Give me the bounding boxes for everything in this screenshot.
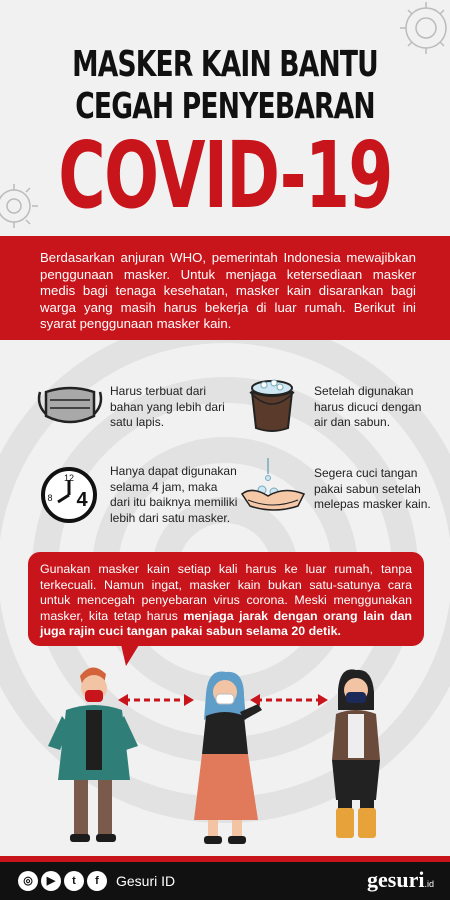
distance-arrow [118, 694, 194, 706]
advice-text-bold: menjaga jarak dengan orang lain dan juga rajin cuci tangan pakai sabun selama 20 detik. [40, 608, 412, 639]
advice-text [40, 562, 412, 640]
title-line-1: MASKER KAIN BANTU [72, 44, 378, 85]
tip-item [246, 376, 436, 438]
clock-number-12: 12 [63, 473, 75, 483]
intro-text: Berdasarkan anjuran WHO, pemerintah Indonesia mewajibkan penggunaan masker. Untuk menjaga ketersediaan masker medis bagi tenaga kesehatan, masker kain disarankan bagi warga yang masih harus bekerja di luar rumah. Berikut ini syarat penggunaan masker kain. [40, 250, 416, 331]
title-line-2: CEGAH PENYEBARAN [75, 86, 375, 127]
twitter-icon[interactable]: t [64, 871, 84, 891]
advice-box [28, 552, 424, 646]
tip-text: Setelah digunakan harus dicuci dengan air dan sabun. [314, 384, 422, 429]
brand-logo [367, 867, 434, 893]
tip-item [34, 378, 234, 438]
youtube-icon[interactable]: ▶ [41, 871, 61, 891]
footer [0, 862, 450, 900]
social-links [18, 871, 107, 891]
intro-band [0, 236, 450, 340]
person-man [48, 667, 138, 842]
header [0, 0, 450, 236]
handwash-icon [238, 456, 308, 518]
person-woman-center [194, 671, 262, 844]
instagram-icon[interactable]: ◎ [18, 871, 38, 891]
tip-item [238, 456, 438, 522]
distance-arrow [250, 694, 328, 706]
brand-name: gesuri [367, 867, 425, 892]
clock-icon [40, 466, 98, 524]
tip-item [40, 462, 240, 526]
brand-suffix: .id [424, 879, 434, 889]
social-handle: Gesuri ID [116, 873, 176, 889]
clock-number-8: 8 [47, 493, 53, 503]
person-woman-right [332, 669, 380, 838]
people-illustration [0, 650, 450, 855]
tip-text: Harus terbuat dari bahan yang lebih dari satu lapis. [110, 384, 225, 429]
tip-text: Hanya dapat digunakan selama 4 jam, maka dari itu baiknya memiliki lebih dari satu masker. [110, 464, 238, 525]
tip-text: Segera cuci tangan pakai sabun setelah melepas masker kain. [314, 466, 431, 511]
virus-icon [0, 178, 44, 234]
title-line-3: COVID-19 [58, 122, 392, 229]
bucket-icon [246, 376, 298, 434]
facebook-icon[interactable]: f [87, 871, 107, 891]
mask-icon [34, 382, 106, 430]
clock-number-4: 4 [76, 489, 88, 511]
advice-text-plain: Gunakan masker kain setiap kali harus ke luar rumah, tanpa terkecuali. Namun ingat, masker kain bukan satu-satunya cara untuk mencegah penyebaran virus corona. Meski menggunakan masker, kita tetap harus [40, 562, 412, 623]
